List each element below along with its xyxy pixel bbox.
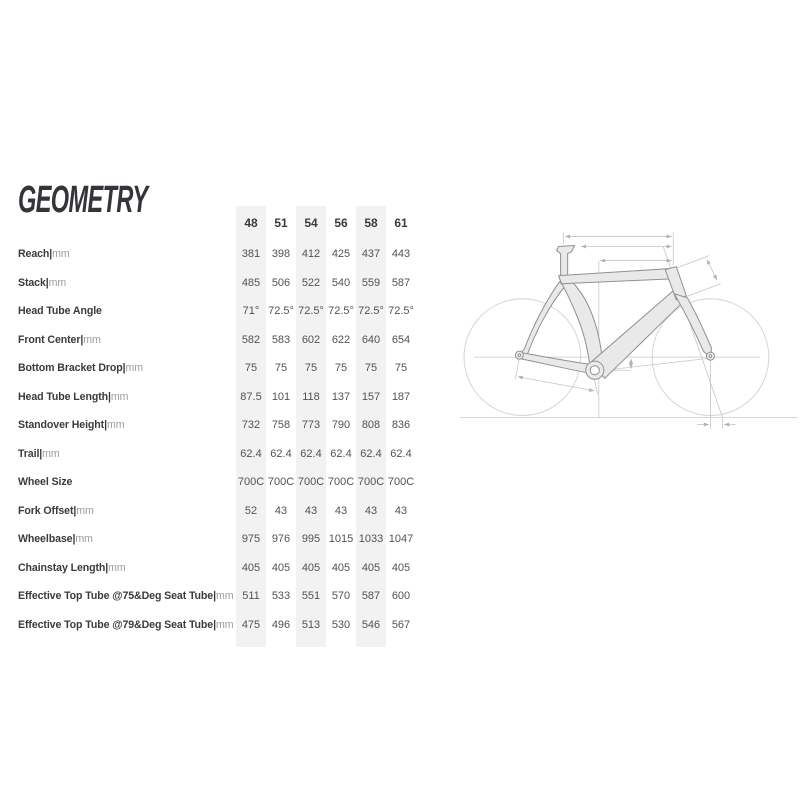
geometry-value-cell: 72.5° [388,305,414,318]
geometry-value-cell: 700C [327,476,355,489]
geometry-value-cell: 790 [331,419,351,432]
row-unit: mm [76,504,94,517]
geometry-value-cell: 567 [391,618,411,631]
geometry-value-cell: 398 [271,248,291,261]
geometry-value-cell: 72.5° [356,297,386,326]
label-unit-separator: | [80,333,84,346]
label-unit-separator: | [39,447,43,460]
geometry-value-cell: 533 [271,590,291,603]
stub-cell [236,639,266,647]
table-row [18,411,416,440]
geometry-value-cell: 43 [274,504,288,517]
size-column-header: 48 [236,206,266,240]
row-label-text: Reach [18,248,50,261]
geometry-value-cell: 43 [334,504,348,517]
geometry-value-cell: 1015 [328,533,354,546]
geometry-value-cell: 62.4 [236,440,266,469]
row-label [18,582,236,611]
geometry-value-cell: 511 [236,582,266,611]
geometry-value-cell: 87.5 [236,383,266,412]
geometry-value-cell: 587 [356,582,386,611]
geometry-value-cell: 43 [394,504,408,517]
row-label [18,383,236,412]
row-unit: mm [83,333,101,346]
geometry-value-cell: 75 [394,362,408,375]
geometry-value-cell: 62.4 [330,447,352,460]
geometry-table [18,206,416,647]
geometry-value-cell: 773 [296,411,326,440]
stub-cell [266,639,296,647]
geometry-value-cell: 137 [331,390,351,403]
row-label-text: Head Tube Angle [18,305,102,318]
row-unit: mm [110,390,129,403]
table-row [18,269,416,298]
geometry-value-cell: 62.4 [296,440,326,469]
row-label [18,440,236,469]
row-label-text: Wheel Size [18,476,73,489]
geometry-value-cell: 570 [331,590,351,603]
row-unit: mm [42,447,60,460]
page-title: GEOMETRY [18,179,148,222]
geometry-value-cell: 437 [356,240,386,269]
down-tube [590,291,686,379]
table-row [18,297,416,326]
label-unit-separator: | [72,533,76,546]
geometry-value-cell: 405 [391,561,411,574]
geometry-value-cell: 71° [236,297,266,326]
bottom-bracket-hole [590,366,599,375]
label-unit-separator: | [49,248,53,261]
size-column-header: 51 [274,216,288,230]
row-label-text: Front Center [18,333,81,346]
stub-cell [386,639,416,647]
geometry-value-cell: 75 [296,354,326,383]
row-label-text: Wheelbase [18,533,73,546]
geometry-value-cell: 700C [267,476,295,489]
fork-blade [674,294,711,358]
size-column-header: 56 [334,216,348,230]
geometry-value-cell: 587 [391,276,411,289]
bike-frame-geometry-diagram [458,220,800,442]
row-unit: mm [215,590,234,603]
frame [515,246,714,380]
headtube-length-dim [707,260,717,281]
row-label-text: Effective Top Tube @79&Deg Seat Tube [18,618,214,631]
geometry-value-cell: 62.4 [356,440,386,469]
row-label-text: Bottom Bracket Drop [18,362,123,375]
geometry-value-cell: 622 [331,333,351,346]
geometry-value-cell: 485 [236,269,266,298]
geometry-value-cell: 995 [296,525,326,554]
chainstay-dim [518,377,594,391]
geometry-value-cell: 496 [271,618,291,631]
geometry-value-cell: 506 [271,276,291,289]
label-unit-separator: | [213,618,216,631]
stub-cell [356,639,386,647]
geometry-value-cell: 475 [236,611,266,640]
table-row [18,383,416,412]
geometry-value-cell: 546 [356,611,386,640]
geometry-value-cell: 700C [236,468,266,497]
geometry-value-cell: 700C [296,468,326,497]
row-label [18,554,236,583]
table-row [18,525,416,554]
label-unit-separator: | [73,504,77,517]
row-label [18,497,236,526]
label-unit-separator: | [45,276,49,289]
size-column-header: 58 [356,206,386,240]
geometry-value-cell: 732 [236,411,266,440]
header-spacer [18,206,236,240]
geometry-value-cell: 62.4 [270,447,292,460]
geometry-value-cell: 72.5° [268,305,294,318]
table-stripe-stub [18,639,416,647]
table-row [18,326,416,355]
geometry-value-cell: 443 [391,248,411,261]
geometry-value-cell: 654 [391,333,411,346]
geometry-value-cell: 101 [271,390,291,403]
row-unit: mm [75,533,93,546]
row-unit: mm [215,618,234,631]
geometry-value-cell: 640 [356,326,386,355]
row-label-text: Trail [18,447,40,460]
chain-stay [517,352,590,373]
geometry-value-cell: 1047 [388,533,414,546]
label-unit-separator: | [104,419,107,432]
seat-stay [519,282,564,357]
top-tube [559,269,675,284]
geometry-value-cell: 758 [271,419,291,432]
seatpost [557,246,575,278]
geometry-value-cell: 118 [296,383,326,412]
stub-cell [326,639,356,647]
table-row [18,497,416,526]
headtube-dim-connector-top [672,256,709,270]
geometry-value-cell: 530 [331,618,351,631]
geometry-value-cell: 559 [356,269,386,298]
row-label [18,240,236,269]
row-label [18,297,236,326]
geometry-value-cell: 1033 [356,525,386,554]
row-label-text: Head Tube Length [18,390,109,403]
chainstay-dim-connector-rear [515,358,519,379]
geometry-value-cell: 75 [236,354,266,383]
geometry-value-cell: 72.5° [328,305,354,318]
geometry-value-cell: 75 [274,362,288,375]
geometry-value-cell: 72.5° [296,297,326,326]
table-row [18,354,416,383]
front-hub-dot [709,355,712,358]
stub-cell [296,639,326,647]
row-label [18,326,236,355]
geometry-value-cell: 700C [387,476,415,489]
row-label-text: Effective Top Tube @75&Deg Seat Tube [18,590,214,603]
row-label [18,611,236,640]
table-header-row [18,206,416,240]
geometry-value-cell: 157 [356,383,386,412]
geometry-value-cell: 43 [296,497,326,526]
label-unit-separator: | [122,362,126,375]
row-unit: mm [52,248,70,261]
row-label [18,525,236,554]
geometry-value-cell: 602 [296,326,326,355]
geometry-value-cell: 425 [331,248,351,261]
geometry-value-cell: 43 [356,497,386,526]
label-unit-separator: | [108,390,111,403]
row-label-text: Stack [18,276,46,289]
table-row [18,240,416,269]
label-unit-separator: | [213,590,216,603]
geometry-value-cell: 600 [391,590,411,603]
row-label-text: Chainstay Length [18,561,106,574]
geometry-value-cell: 405 [236,554,266,583]
geometry-value-cell: 75 [334,362,348,375]
row-label [18,354,236,383]
geometry-value-cell: 975 [236,525,266,554]
row-unit: mm [48,276,67,289]
geometry-value-cell: 583 [271,333,291,346]
row-label-text: Standover Height [18,419,105,432]
geometry-value-cell: 551 [296,582,326,611]
row-unit: mm [106,419,125,432]
rear-hub-dot [518,354,521,357]
geometry-value-cell: 513 [296,611,326,640]
row-unit: mm [125,362,143,375]
label-unit-separator: | [105,561,109,574]
geometry-value-cell: 405 [331,561,351,574]
geometry-value-cell: 540 [331,276,351,289]
headtube-dim-connector-bottom [683,284,720,298]
row-label [18,269,236,298]
geometry-value-cell: 405 [356,554,386,583]
geometry-value-cell: 62.4 [390,447,412,460]
geometry-value-cell: 75 [356,354,386,383]
geometry-value-cell: 976 [271,533,291,546]
row-label [18,468,236,497]
geometry-value-cell: 836 [391,419,411,432]
stub-spacer [18,639,236,647]
table-row [18,554,416,583]
size-column-header: 61 [394,216,408,230]
table-row [18,582,416,611]
geometry-value-cell: 52 [236,497,266,526]
geometry-value-cell: 412 [296,240,326,269]
size-column-header: 54 [296,206,326,240]
geometry-value-cell: 405 [271,561,291,574]
geometry-value-cell: 808 [356,411,386,440]
table-row [18,468,416,497]
geometry-value-cell: 700C [356,468,386,497]
table-row [18,440,416,469]
geometry-value-cell: 582 [236,326,266,355]
table-row [18,611,416,640]
geometry-value-cell: 187 [391,390,411,403]
row-label-text: Fork Offset [18,504,74,517]
geometry-value-cell: 522 [296,269,326,298]
geometry-value-cell: 405 [296,554,326,583]
row-unit: mm [108,561,126,574]
geometry-value-cell: 381 [236,240,266,269]
row-label [18,411,236,440]
